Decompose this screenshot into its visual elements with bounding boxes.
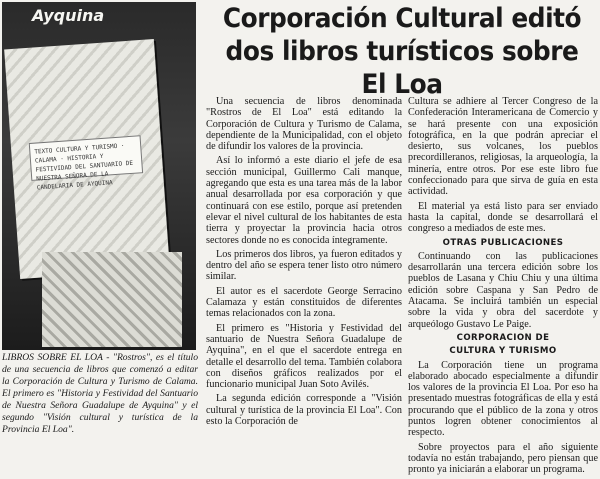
photo-caption: LIBROS SOBRE EL LOA - "Rostros", es el título de una secuencia de libros que comenzó a editar la Corporación de Cultura y Turismo de Calama. El primero es "Historia y Festividad del Santuario de Nuestra Señora Guadalupe de Ayquina" y el segundo "Visión cultural y turística de la Provincia El Loa".	[2, 352, 198, 435]
paragraph: La Corporación tiene un programa elaborado abocado especialmente a difundir los valores de la provincia El Loa. Por eso ha presentado muestras fotográficas de ella y está procurando que el público de la zona y otros puntos logren obtener conocimientos al respecto.	[408, 359, 598, 439]
article-column-2	[408, 96, 598, 479]
paragraph: Cultura se adhiere al Tercer Congreso de la Confederación Interamericana de Comercio y se hará presente con una exposición fotográfica, en la que podrán apreciar el desierto, sus volcanes, los pueblos precordilleranos, religiosas, la arqueología, la minería, entre otros. Por ese este libro fue confeccionado para que sirva de guía en esta actividad.	[408, 96, 598, 198]
paragraph: La segunda edición corresponde a "Visión cultural y turística de la provincia El Loa". Con esto la Corporación de	[206, 393, 402, 428]
paragraph: Los primeros dos libros, ya fueron editados y dentro del año se espera tener listo otro número similar.	[206, 248, 402, 283]
second-book	[42, 252, 182, 347]
paragraph: Así lo informó a este diario el jefe de esa sección municipal, Guillermo Cali manque, agregando que esta es una tarea más de la labor anual desarrollada por esa corporación y que continuará con ese estilo, porque así pretenden elevar el nivel cultural de los habitantes de esta tierra y proyectar la provincia hacia otros sectores donde no es conocida íntegramente.	[206, 155, 402, 246]
book-cover	[4, 39, 170, 279]
article-column-1	[206, 96, 402, 430]
paragraph: El primero es "Historia y Festividad del santuario de Nuestra Señora Guadalupe de Ayquina", en el que el sacerdote entrega en detalle el desarrollo del tema. También colabora con diseños gráficos realizados por el funcionario municipal Juan Soto Avilés.	[206, 322, 402, 391]
book-cover-label: TEXTO CULTURA Y TURISMO · CALAMA · HISTORIA Y FESTIVIDAD DEL SANTUARIO DE NUESTRA SEÑORA DE LA CANDELARIA DE AYQUINA	[29, 135, 143, 181]
photo-banner-text: Ayquina	[32, 6, 105, 25]
subheading: CORPORACION DE	[456, 332, 550, 343]
headline: Corporación Cultural editó dos libros turísticos sobre El Loa	[222, 3, 582, 100]
paragraph: El autor es el sacerdote George Serracino Calamaza y están constituidos de diferentes temas relacionados con la zona.	[206, 285, 402, 320]
paragraph: Sobre proyectos para el año siguiente todavía no están trabajando, pero piensan que pronto ya iniciarán a elaborar un programa.	[408, 441, 598, 476]
subheading: OTRAS PUBLICACIONES	[442, 237, 564, 248]
paragraph: Una secuencia de libros denominada "Rostros de El Loa" está editando la Corporación de Cultura y Turismo de Calama, dependiente de la Municipalidad, con el objeto de difundir los valores de la provincia.	[206, 96, 402, 153]
paragraph: Continuando con las publicaciones desarrollarán una tercera edición sobre los pueblos de Lasana y Chiu Chiu y una última edición sobre Caspana y San Pedro de Atacama. Se incluirá también un especial sobre la vida y obra del sacerdote y arqueólogo Gustavo Le Paige.	[408, 250, 598, 330]
book-photo	[2, 2, 196, 350]
subheading: CULTURA Y TURISMO	[449, 346, 557, 357]
paragraph: El material ya está listo para ser enviado hasta la capital, donde se desarrollará el congreso a mediados de este mes.	[408, 200, 598, 235]
